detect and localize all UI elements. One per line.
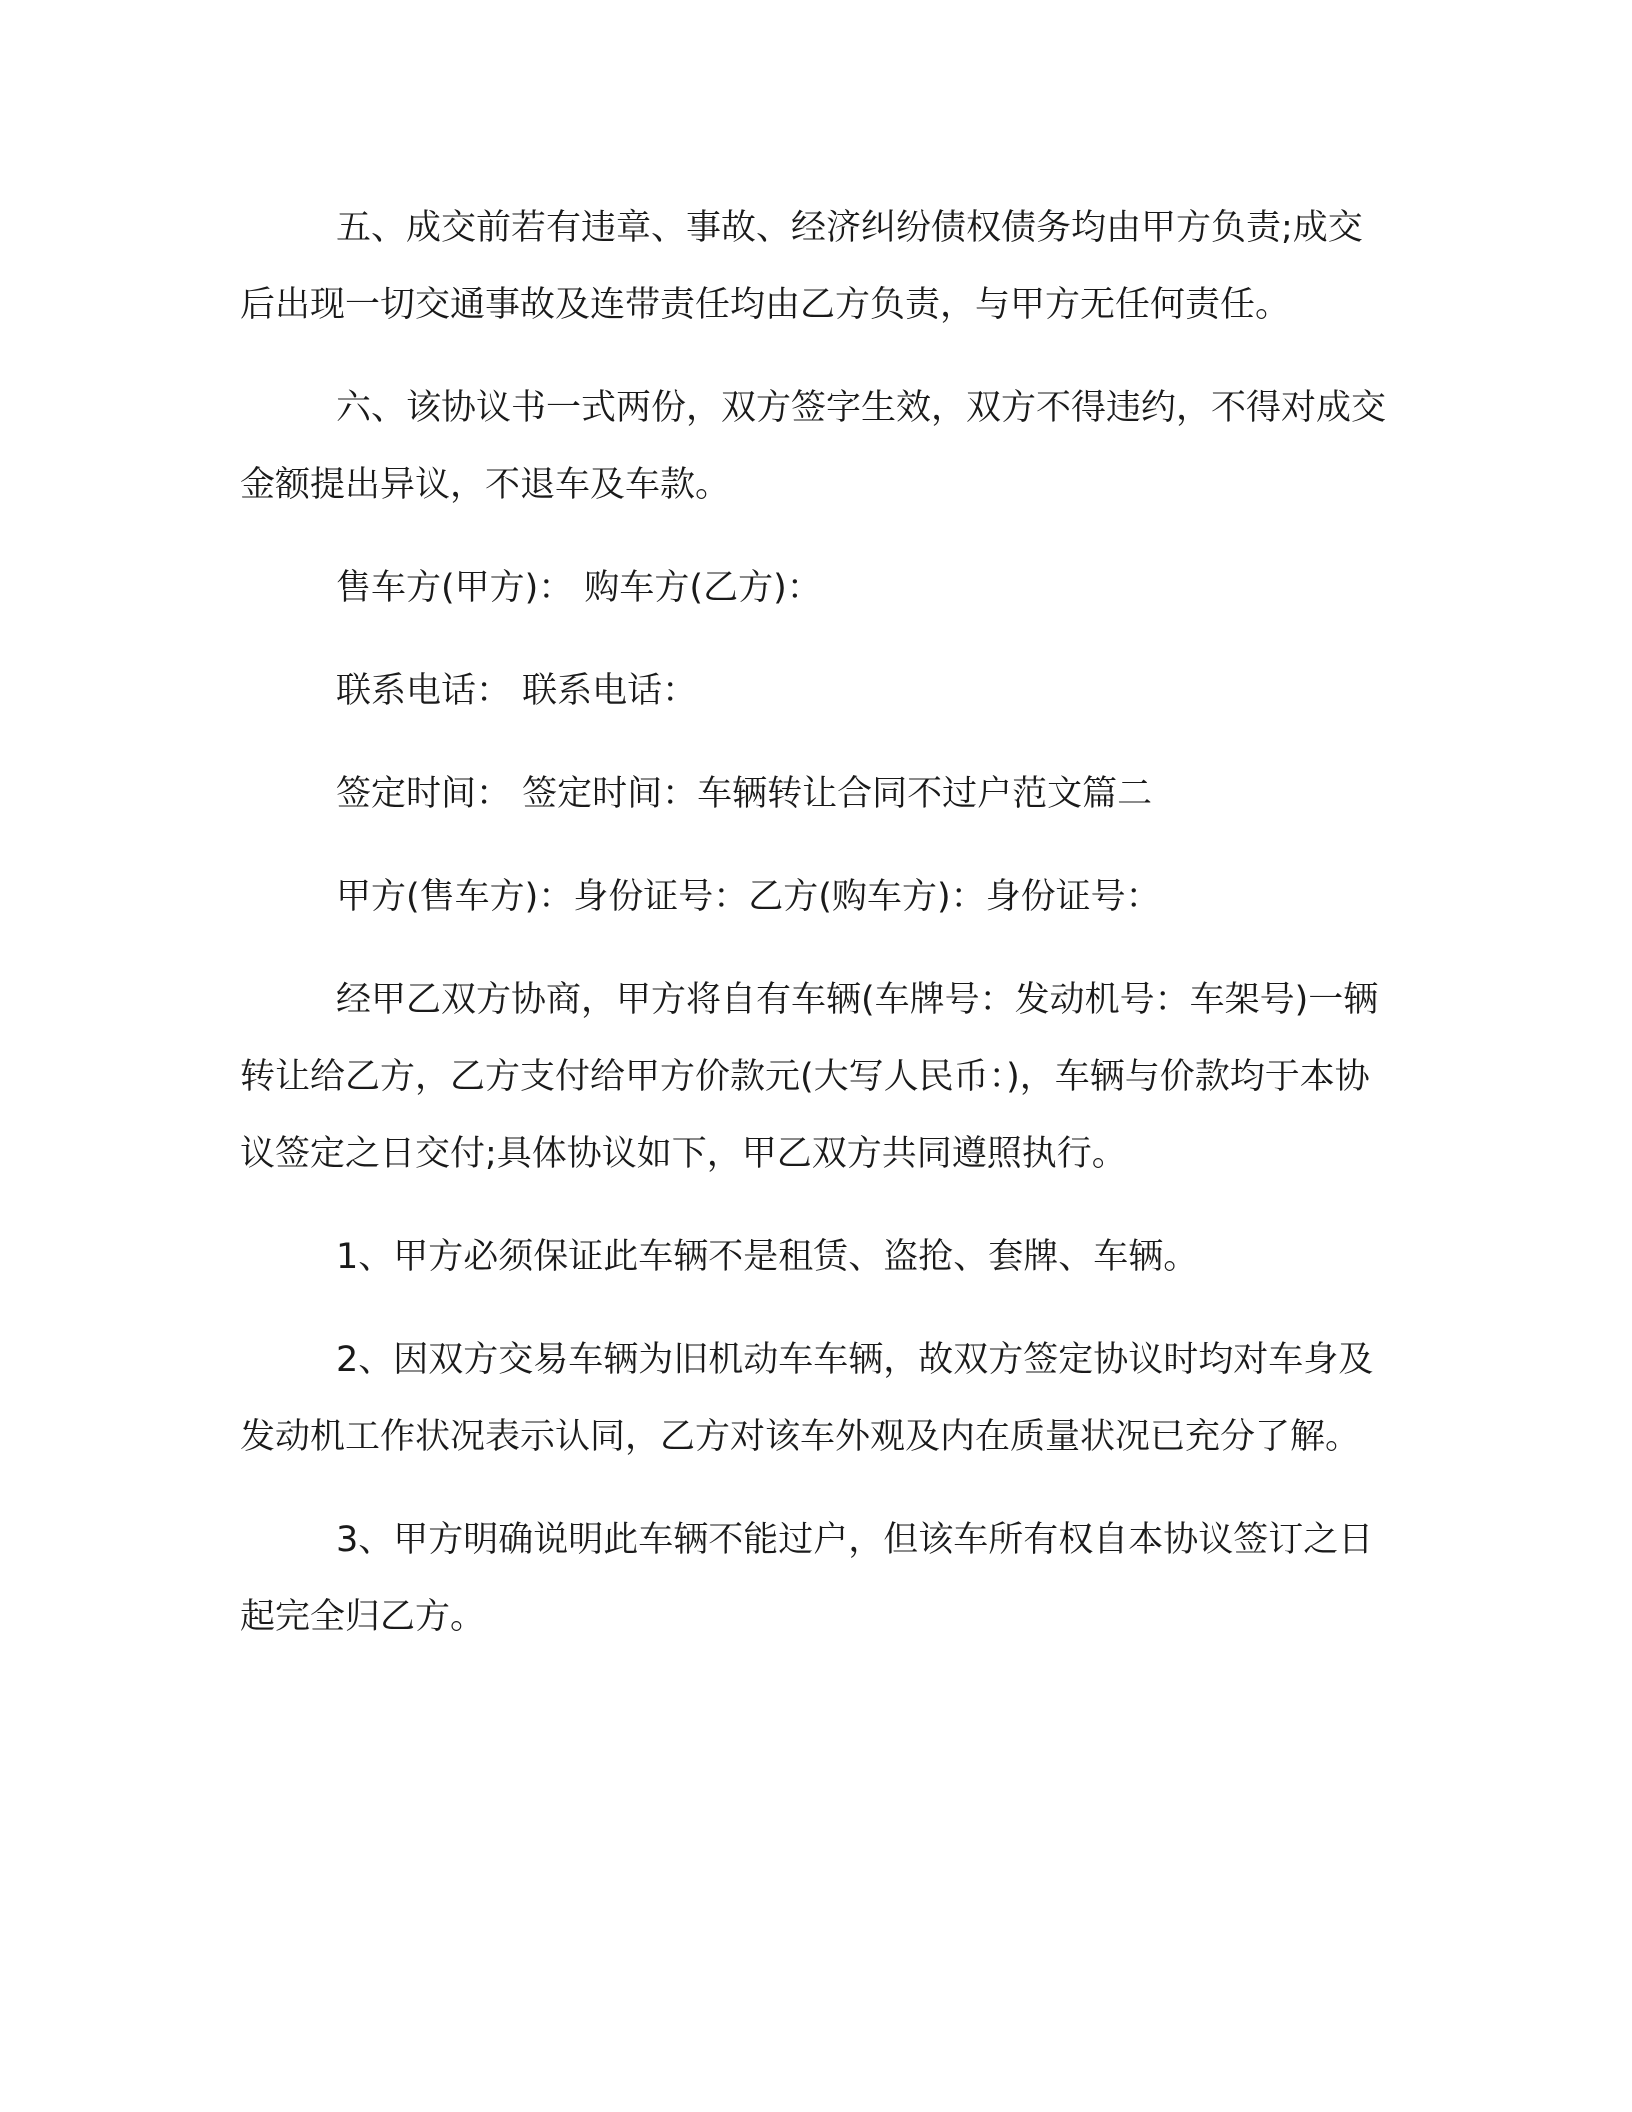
phone-line: 联系电话： 联系电话： [336,671,698,711]
clause-3-paragraph: 3、甲方明确说明此车辆不能过户，但该车所有权自本协议签订之日起完全归乙方。 [240,1520,1374,1637]
clause-6-paragraph: 六、该协议书一式两份，双方签字生效，双方不得违约，不得对成交金额提出异议，不退车及车款。 [240,388,1387,505]
clause-2-paragraph: 2、因双方交易车辆为旧机动车车辆，故双方签定协议时均对车身及发动机工作状况表示认同，乙方对该车外观及内在质量状况已充分了解。 [240,1340,1374,1457]
clause-5-paragraph: 五、成交前若有违章、事故、经济纠纷债权债务均由甲方负责;成交后出现一切交通事故及连带责任均由乙方负责，与甲方无任何责任。 [240,208,1363,325]
clause-1-paragraph: 1、甲方必须保证此车辆不是租赁、盗抢、套牌、车辆。 [336,1237,1199,1277]
party-id-line: 甲方(售车方)：身份证号：乙方(购车方)：身份证号： [336,877,1161,917]
agreement-intro-paragraph: 经甲乙双方协商，甲方将自有车辆(车牌号：发动机号：车架号)一辆转让给乙方，乙方支付给甲方价款元(大写人民币：)，车辆与价款均于本协议签定之日交付;具体协议如下，甲乙双方共同遵照执行。 [240,980,1379,1174]
parties-signature-line: 售车方(甲方)： 购车方(乙方)： [336,568,822,608]
signing-date-line: 签定时间： 签定时间：车辆转让合同不过户范文篇二 [336,774,1153,814]
document-body [240,190,1390,1682]
